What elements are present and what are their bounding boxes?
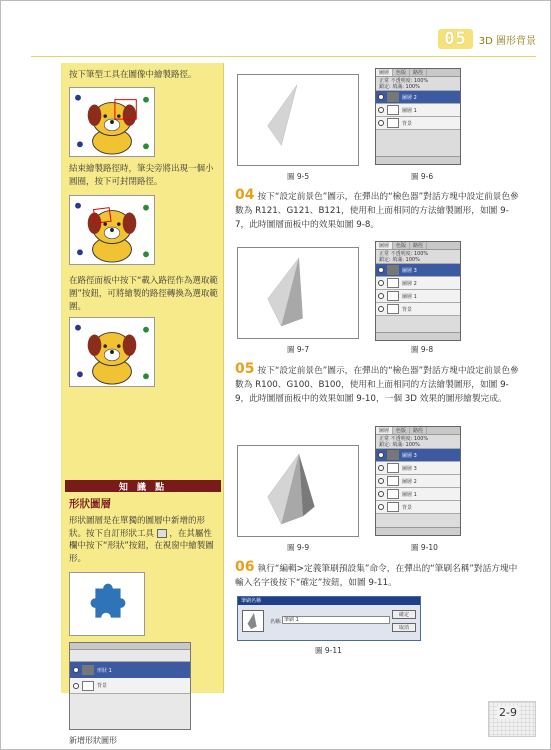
layer-row[interactable]: 背景	[376, 501, 460, 514]
knowledge-point-label: 知 識 點	[118, 482, 168, 493]
layer-thumbnail-icon	[387, 265, 399, 275]
brush-name-dialog	[237, 596, 421, 641]
layer-row[interactable]: 圖層 2	[376, 277, 460, 290]
figure-9-10-layers-panel: 圖層 色版 路徑 正常 不透明度: 100% 鎖定: 填滿: 100% 圖層 3 圖層 3 圖層 2 圖層 1 背景	[375, 426, 461, 536]
visibility-eye-icon[interactable]	[378, 280, 384, 286]
visibility-eye-icon[interactable]	[378, 504, 384, 510]
figure-9-9-canvas	[237, 445, 359, 537]
layer-thumbnail-icon	[387, 118, 399, 128]
visibility-eye-icon[interactable]	[73, 667, 79, 673]
panel-footer-toolbar	[376, 527, 460, 535]
dog-image-2	[69, 195, 155, 265]
chapter-number: 05	[438, 29, 472, 49]
dialog-name-label: 名稱:	[270, 619, 282, 625]
layer-row[interactable]: 背景	[376, 117, 460, 130]
visibility-eye-icon[interactable]	[378, 120, 384, 126]
dialog-title: 筆刷名稱	[238, 597, 420, 605]
figure-9-8-caption: 圖 9-8	[411, 345, 434, 354]
layer-thumbnail-icon	[387, 92, 399, 102]
knowledge-point-banner	[65, 480, 221, 492]
chapter-header	[438, 27, 536, 51]
panel-footer-toolbar	[376, 332, 460, 340]
step-04-text: 按下“設定前景色”圖示，在彈出的“檢色器”對話方塊中設定前景色參數為 R121、G121、B121，使用和上面相同的方法繪製圖形，如圖 9-7，此時圖層面板中的效果如圖 9-8。	[235, 192, 519, 230]
figure-9-10-caption: 圖 9-10	[411, 543, 438, 552]
header-divider	[31, 56, 536, 57]
visibility-eye-icon[interactable]	[378, 491, 384, 497]
pyramid-shape-icon	[238, 446, 358, 536]
figure-9-5-caption: 圖 9-5	[287, 172, 310, 181]
figure-9-6-layers-panel: 圖層 色版 路徑 正常 不透明度: 100% 鎖定: 填滿: 100% 圖層 2 圖層 1 背景	[375, 68, 461, 165]
ok-button[interactable]: 確定	[392, 610, 416, 619]
step-05	[235, 362, 521, 406]
visibility-eye-icon[interactable]	[378, 94, 384, 100]
layer-row[interactable]: 圖層 3	[376, 449, 460, 462]
layer-row[interactable]: 背景	[376, 303, 460, 316]
sidebar-text-1: 按下筆型工具在圖像中繪製路徑。	[69, 70, 197, 80]
step-04	[235, 188, 521, 232]
layer-thumbnail-icon	[387, 105, 399, 115]
figure-9-9-caption: 圖 9-9	[287, 543, 310, 552]
layer-thumbnail-icon	[387, 304, 399, 314]
visibility-eye-icon[interactable]	[378, 267, 384, 273]
dog-illustration-icon	[70, 318, 154, 386]
figure-9-5-canvas	[237, 74, 359, 166]
dog-image-3	[69, 317, 155, 387]
layer-thumbnail-icon	[387, 476, 399, 486]
layer-thumbnail-icon	[387, 450, 399, 460]
step-06	[235, 560, 521, 590]
visibility-eye-icon[interactable]	[378, 452, 384, 458]
visibility-eye-icon[interactable]	[378, 306, 384, 312]
small-layers-panel	[69, 642, 191, 730]
layer-row[interactable]: 圖層 3	[376, 462, 460, 475]
layer-row[interactable]: 圖層 2	[376, 91, 460, 104]
shape-text-part-b: ，在其屬性欄中按下“形狀”按鈕，在視窗中繪製圖形。	[69, 528, 214, 564]
dog-illustration-icon	[70, 88, 154, 156]
step-06-number: 06	[235, 559, 255, 575]
shape-layer-title: 形狀圖層	[69, 498, 111, 510]
pyramid-shape-icon	[238, 248, 358, 338]
brush-name-input[interactable]: 筆刷 1	[282, 616, 390, 624]
small-caption: 新增形狀圖形	[69, 736, 117, 745]
visibility-eye-icon[interactable]	[378, 107, 384, 113]
layer-row[interactable]: 圖層 1	[376, 290, 460, 303]
visibility-eye-icon[interactable]	[378, 293, 384, 299]
figure-9-6-caption: 圖 9-6	[411, 172, 434, 181]
sidebar-text-2: 結束繪製路徑時，筆尖旁將出現一個小圓圈，按下可封閉路徑。	[69, 164, 214, 187]
layer-thumbnail-icon	[387, 278, 399, 288]
chapter-title: 3D 圖形背景	[478, 35, 536, 47]
custom-shape-tool-icon	[157, 529, 167, 538]
layer-thumbnail-icon	[387, 502, 399, 512]
shape-layer-text	[69, 515, 219, 565]
figure-9-7-caption: 圖 9-7	[287, 345, 310, 354]
page-number-block	[488, 701, 536, 737]
layer-row[interactable]: 圖層 1	[376, 488, 460, 501]
layer-row[interactable]: 圖層 3	[376, 264, 460, 277]
figure-9-7-canvas	[237, 247, 359, 339]
panel-footer-toolbar	[376, 156, 460, 164]
layer-thumbnail-icon	[82, 681, 94, 691]
layer-row[interactable]: 圖層 1	[376, 104, 460, 117]
puzzle-shape-image	[69, 572, 145, 636]
figure-9-8-layers-panel: 圖層 色版 路徑 正常 不透明度: 100% 鎖定: 填滿: 100% 圖層 3 圖層 2 圖層 1 背景	[375, 241, 461, 341]
step-05-text: 按下“設定前景色”圖示，在彈出的“檢色器”對話方塊中設定前景色參數為 R100、G100、B100，使用和上面相同的方法繪製圖形，如圖 9-9，此時圖層面板中的效果如圖 9-10，一個 3D 效果的圖形繪製完成。	[235, 366, 519, 404]
visibility-eye-icon[interactable]	[378, 478, 384, 484]
small-background-layer-row[interactable]: 背景	[70, 678, 190, 694]
small-shape-layer-row[interactable]: 形狀 1	[70, 662, 190, 678]
visibility-eye-icon[interactable]	[73, 683, 79, 689]
puzzle-piece-icon	[70, 573, 144, 635]
layer-thumbnail-icon	[387, 291, 399, 301]
figure-9-11-caption: 圖 9-11	[315, 646, 342, 655]
step-05-number: 05	[235, 361, 255, 377]
layer-thumbnail-icon	[82, 665, 94, 675]
sidebar-text-3: 在路徑面板中按下“載入路徑作為選取範圍”按鈕，可將繪製的路徑轉換為選取範圍。	[69, 276, 218, 312]
shape-text-part-a: 形狀圖層是在單獨的圖層中新增的形狀。按下自訂形狀工具	[69, 516, 206, 539]
layer-thumbnail-icon	[387, 463, 399, 473]
dog-illustration-icon	[70, 196, 154, 264]
cancel-button[interactable]: 取消	[392, 623, 416, 632]
step-06-text: 執行“編輯>定義筆刷預設集”命令，在彈出的“筆刷名稱”對話方塊中輸入名字後按下“確定”按鈕，如圖 9-11。	[235, 564, 518, 588]
brush-preview-icon	[242, 610, 264, 632]
step-04-number: 04	[235, 187, 255, 203]
page-number: 2-9	[499, 706, 517, 719]
layer-row[interactable]: 圖層 2	[376, 475, 460, 488]
visibility-eye-icon[interactable]	[378, 465, 384, 471]
dog-image-1	[69, 87, 155, 157]
layer-thumbnail-icon	[387, 489, 399, 499]
pyramid-shape-icon	[238, 75, 358, 165]
sidebar	[61, 63, 224, 745]
